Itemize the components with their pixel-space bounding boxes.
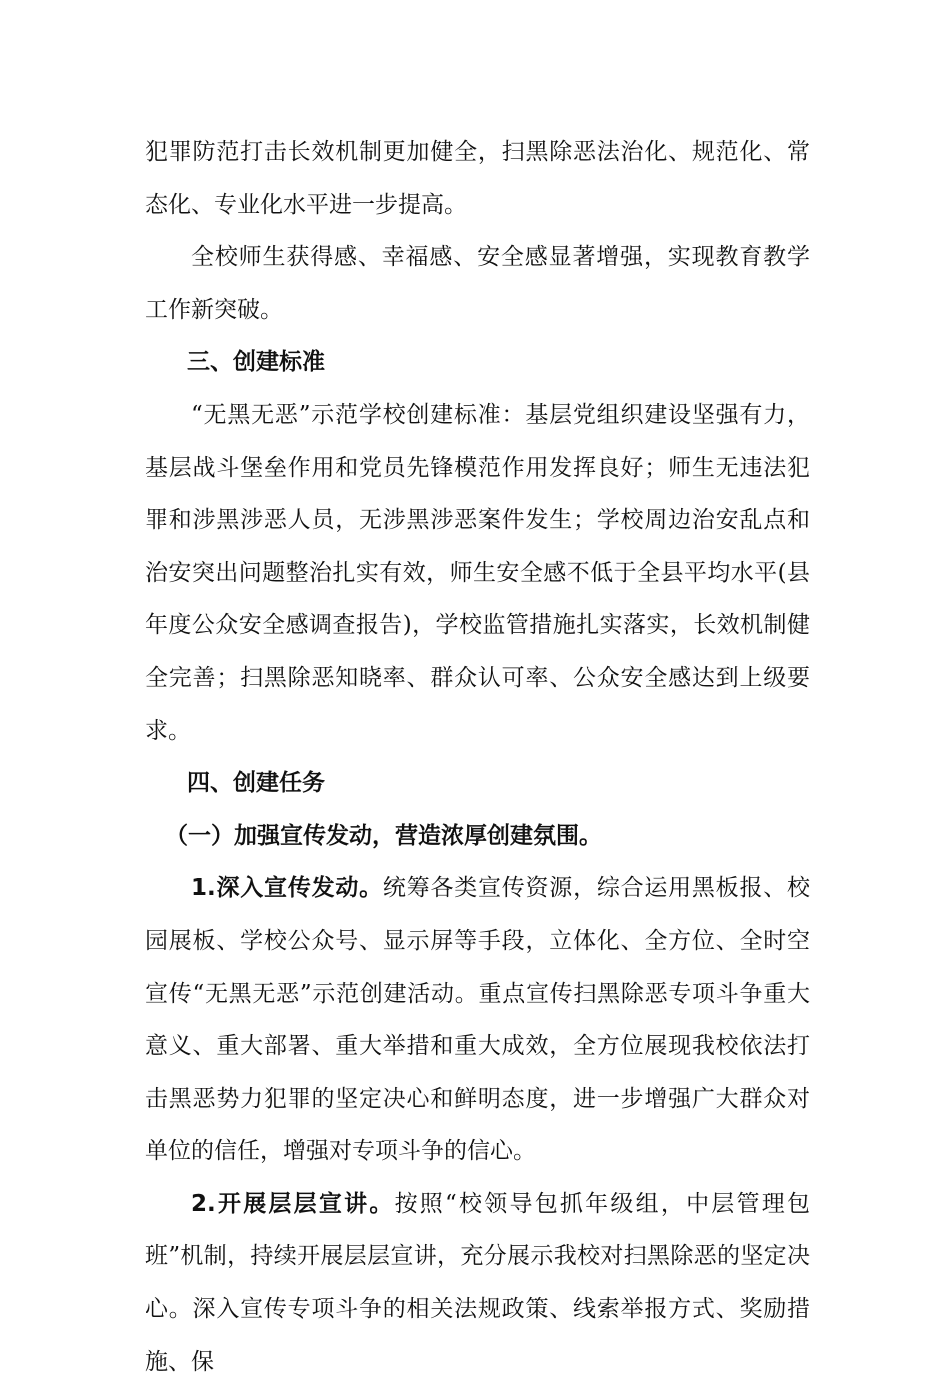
list-item-lectures [145,1178,810,1388]
list-item-title: 2.开展层层宣讲。 [191,1190,395,1217]
section-heading-tasks: 四、创建任务 [187,770,325,797]
list-item-publicity [145,862,810,1178]
paragraph-goal: 全校师生获得感、幸福感、安全感显著增强，实现教育教学工作新突破。 [145,244,810,323]
section-heading-standards: 三、创建标准 [187,349,325,376]
paragraph-standards: “无黑无恶”示范学校创建标准：基层党组织建设坚强有力，基层战斗堡垒作用和党员先锋模范作用发挥良好；师生无违法犯罪和涉黑涉恶人员，无涉黑涉恶案件发生；学校周边治安乱点和治安突出问题整治扎实有效，师生安全感不低于全县平均水平(县年度公众安全感调查报告)，学校监管措施扎实落实，长效机制健全完善；扫黑除恶知晓率、群众认可率、公众安全感达到上级要求。 [145,401,810,744]
list-item-body: 按照“校领导包抓年级组，中层管理包班”机制，持续开展层层宣讲，充分展示我校对扫黑除恶的坚定决心。深入宣传专项斗争的相关法规政策、线索举报方式、奖励措施、保 [145,1190,810,1375]
document-body [145,126,810,1388]
list-item-body: 统筹各类宣传资源，综合运用黑板报、校园展板、学校公众号、显示屏等手段，立体化、全方位、全时空宣传“无黑无恶”示范创建活动。重点宣传扫黑除恶专项斗争重大意义、重大部署、重大举措和重大成效，全方位展现我校依法打击黑恶势力犯罪的坚定决心和鲜明态度，进一步增强广大群众对单位的信任，增强对专项斗争的信心。 [145,875,810,1165]
list-item-title: 1.深入宣传发动。 [191,875,383,902]
subsection-heading-publicity: （一）加强宣传发动，营造浓厚创建氛围。 [165,822,602,849]
paragraph-continuation: 犯罪防范打击长效机制更加健全，扫黑除恶法治化、规范化、常态化、专业化水平进一步提高。 [145,139,810,218]
